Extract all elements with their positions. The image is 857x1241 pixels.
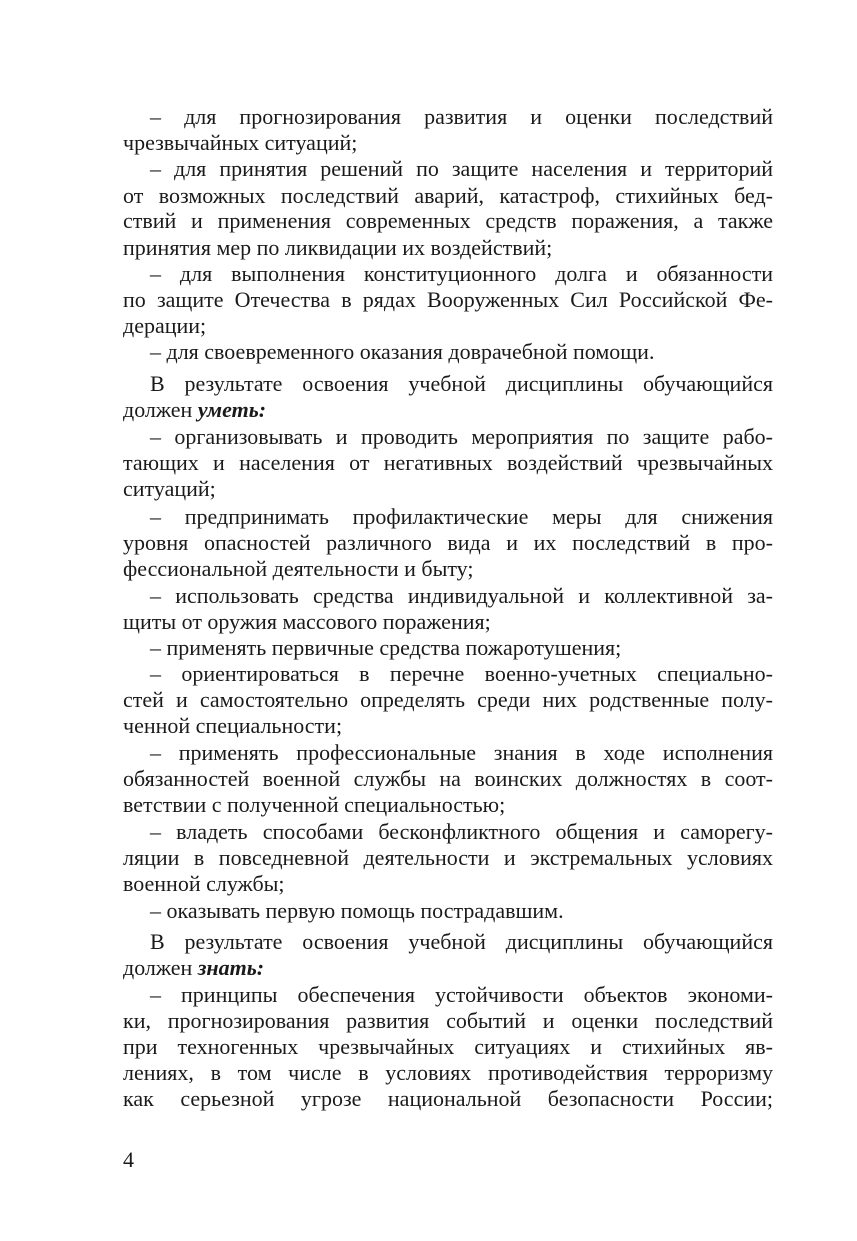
text-line <box>123 766 773 792</box>
text-line <box>150 740 773 766</box>
page-number: 4 <box>123 1147 134 1172</box>
text-line <box>123 713 773 739</box>
text-line <box>123 208 773 234</box>
text-line <box>150 583 773 609</box>
text-line <box>150 104 773 130</box>
text-line-content: – владеть способами бесконфликтного общения и саморегу- <box>150 819 773 844</box>
emphasized-keyword: знать: <box>197 955 265 980</box>
text-line <box>123 530 773 556</box>
text-line <box>150 424 773 450</box>
text-line <box>150 339 773 365</box>
text-line-content: ветствии с полученной специальностью; <box>123 792 506 817</box>
text-line <box>150 504 773 530</box>
text-line-content: ствий и применения современных средств поражения, а также <box>123 208 773 233</box>
text-line <box>123 792 773 818</box>
text-line-content: В результате освоения учебной дисциплины обучающийся <box>150 371 773 396</box>
text-line-content: принятия мер по ликвидации их воздействий; <box>123 235 553 260</box>
text-line <box>123 1008 773 1034</box>
text-line-content: ченной специальности; <box>123 713 343 738</box>
text-line <box>150 982 773 1008</box>
text-line-content: обязанностей военной службы на воинских должностях в соот- <box>123 766 773 791</box>
text-line <box>123 1086 773 1112</box>
text-line <box>123 183 773 209</box>
text-line <box>123 1060 773 1086</box>
text-line-content: – оказывать первую помощь пострадавшим. <box>150 898 564 923</box>
text-line <box>123 313 773 339</box>
text-line-content: ляции в повседневной деятельности и экстремальных условиях <box>123 845 773 870</box>
text-line-content: В результате освоения учебной дисциплины обучающийся <box>150 929 773 954</box>
text-line-content: как серьезной угрозе национальной безопасности России; <box>123 1086 773 1111</box>
text-line-content: при техногенных чрезвычайных ситуациях и стихийных яв- <box>123 1034 773 1059</box>
text-line-content: от возможных последствий аварий, катастроф, стихийных бед- <box>123 183 773 208</box>
text-line-content: – предпринимать профилактические меры для снижения <box>150 504 773 529</box>
text-line <box>150 156 773 182</box>
text-line-content: чрезвычайных ситуаций; <box>123 130 358 155</box>
text-line <box>150 661 773 687</box>
text-line <box>123 397 773 423</box>
text-line-content: фессиональной деятельности и быту; <box>123 556 474 581</box>
text-line <box>123 235 773 261</box>
text-line <box>123 687 773 713</box>
text-line-content: дерации; <box>123 313 207 338</box>
text-line-content: должен <box>123 397 198 422</box>
text-line-content: – ориентироваться в перечне военно-учетных специально- <box>150 661 773 686</box>
text-line-content: должен <box>123 955 198 980</box>
text-line-content: лениях, в том числе в условиях противодействия терроризму <box>123 1060 773 1085</box>
text-line <box>123 955 773 981</box>
text-line-content: ситуаций; <box>123 476 216 501</box>
text-line <box>150 898 773 924</box>
text-line <box>123 845 773 871</box>
text-line-content: – применять профессиональные знания в ходе исполнения <box>150 740 773 765</box>
text-line <box>150 819 773 845</box>
text-line-content: – применять первичные средства пожаротушения; <box>150 635 622 660</box>
text-line-content: – для своевременного оказания доврачебной помощи. <box>150 339 655 364</box>
text-line-content: щиты от оружия массового поражения; <box>123 609 491 634</box>
text-line <box>123 130 773 156</box>
text-line <box>123 609 773 635</box>
text-line <box>123 1034 773 1060</box>
text-line <box>150 371 773 397</box>
text-line <box>150 929 773 955</box>
text-line-content: – использовать средства индивидуальной и коллективной за- <box>150 583 773 608</box>
text-line-content: уровня опасностей различного вида и их последствий в про- <box>123 530 773 555</box>
text-line <box>123 871 773 897</box>
text-line <box>123 287 773 313</box>
text-line <box>123 450 773 476</box>
text-line-content: по защите Отечества в рядах Вооруженных Сил Российской Фе- <box>123 287 773 312</box>
text-line-content: – принципы обеспечения устойчивости объектов экономи- <box>150 982 773 1007</box>
text-line <box>150 261 773 287</box>
text-line-content: – для принятия решений по защите населения и территорий <box>150 156 773 181</box>
text-line-content: военной службы; <box>123 871 285 896</box>
emphasized-keyword: уметь: <box>197 397 267 422</box>
text-line <box>123 476 773 502</box>
text-line-content: стей и самостоятельно определять среди них родственные полу- <box>123 687 773 712</box>
text-line-content: ки, прогнозирования развития событий и оценки последствий <box>123 1008 773 1033</box>
text-line <box>123 556 773 582</box>
text-line-content: тающих и населения от негативных воздействий чрезвычайных <box>123 450 773 475</box>
text-line <box>150 635 773 661</box>
text-line-content: – для прогнозирования развития и оценки последствий <box>150 104 773 129</box>
text-line-content: – организовывать и проводить мероприятия по защите рабо- <box>150 424 773 449</box>
text-line-content: – для выполнения конституционного долга и обязанности <box>150 261 773 286</box>
